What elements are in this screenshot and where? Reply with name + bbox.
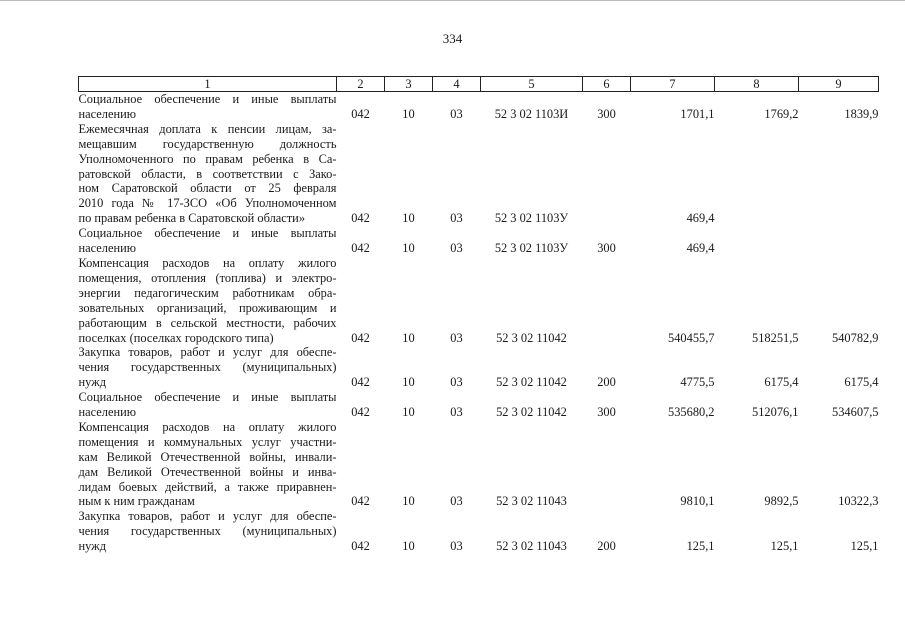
- target-article-code: 52 3 02 11042: [496, 330, 567, 345]
- description-line: Социальное обеспечение и иные выплаты: [78, 92, 337, 106]
- section-code: 10: [402, 106, 415, 121]
- column-header: 6: [583, 77, 631, 92]
- subsection-code: 03: [450, 241, 463, 256]
- section-code: 10: [402, 539, 415, 554]
- description-line: Закупка товаров, работ и услуг для обеспе-: [78, 345, 337, 360]
- expense-type-code: 300: [597, 405, 616, 420]
- row-description: [79, 226, 337, 256]
- amount-year-3: [799, 122, 879, 226]
- description-line: помещения и коммунальных услуг участни-: [78, 434, 337, 449]
- description-line: мещавшим государственную должность: [78, 136, 337, 151]
- table-row: [79, 256, 879, 345]
- column-header: 2: [337, 77, 385, 92]
- section-code: 10: [402, 494, 415, 509]
- ministry-code: 042: [351, 375, 370, 390]
- table-header-row: [79, 77, 879, 92]
- amount-year-3: 6175,4: [844, 375, 879, 390]
- description-line: энергии педагогическим работникам обра-: [78, 285, 337, 300]
- amount-year-1: 469,4: [686, 241, 715, 256]
- row-description: [79, 92, 337, 122]
- ministry-code: 042: [351, 330, 370, 345]
- table-body: [79, 92, 879, 555]
- column-header: 1: [79, 77, 337, 92]
- amount-year-3: 540782,9: [832, 330, 879, 345]
- description-line: чения государственных (муниципальных): [78, 524, 337, 539]
- target-article-code: 52 3 02 11042: [496, 375, 567, 390]
- expense-type-code: [583, 122, 631, 226]
- section-code: 10: [402, 211, 415, 226]
- ministry-code: 042: [351, 405, 370, 420]
- subsection-code: 03: [450, 539, 463, 554]
- row-description: [79, 420, 337, 509]
- column-header: 8: [715, 77, 799, 92]
- amount-year-1: 125,1: [686, 539, 715, 554]
- table-row: [79, 509, 879, 554]
- amount-year-2: [715, 226, 799, 256]
- expense-type-code: [583, 420, 631, 509]
- description-line: лидам боевых действий, а также приравнен-: [78, 479, 337, 494]
- ministry-code: 042: [351, 539, 370, 554]
- target-article-code: 52 3 02 11043: [496, 494, 567, 509]
- description-line: Социальное обеспечение и иные выплаты: [78, 226, 337, 241]
- description-line: Компенсация расходов на оплату жилого: [78, 255, 337, 270]
- table-row: [79, 345, 879, 390]
- amount-year-1: 4775,5: [680, 375, 715, 390]
- budget-table: [78, 76, 879, 554]
- column-header: 3: [385, 77, 433, 92]
- subsection-code: 03: [450, 330, 463, 345]
- description-line: нужд: [78, 375, 107, 390]
- column-header: 7: [631, 77, 715, 92]
- ministry-code: 042: [351, 241, 370, 256]
- section-code: 10: [402, 375, 415, 390]
- table-row: [79, 122, 879, 226]
- subsection-code: 03: [450, 494, 463, 509]
- target-article-code: 52 3 02 11043: [496, 539, 567, 554]
- description-line: ным к ним гражданам: [78, 494, 195, 509]
- description-line: Социальное обеспечение и иные выплаты: [78, 390, 337, 405]
- table-row: [79, 390, 879, 420]
- amount-year-1: 469,4: [686, 211, 715, 226]
- description-line: поселках (поселках городского типа): [78, 330, 274, 345]
- row-description: [79, 509, 337, 554]
- description-line: населению: [78, 405, 136, 420]
- row-description: [79, 122, 337, 226]
- description-line: дам Великой Отечественной войны и инва-: [78, 464, 337, 479]
- amount-year-1: 1701,1: [680, 106, 715, 121]
- description-line: зовательных организаций, проживающим и: [78, 300, 337, 315]
- description-line: населению: [78, 241, 136, 256]
- subsection-code: 03: [450, 405, 463, 420]
- description-line: нужд: [78, 539, 107, 554]
- section-code: 10: [402, 330, 415, 345]
- amount-year-3: 1839,9: [844, 106, 879, 121]
- amount-year-2: [715, 122, 799, 226]
- row-description: [79, 345, 337, 390]
- page-number: 334: [442, 31, 463, 46]
- amount-year-1: 540455,7: [668, 330, 715, 345]
- ministry-code: 042: [351, 211, 370, 226]
- amount-year-3: 534607,5: [832, 405, 879, 420]
- target-article-code: 52 3 02 1103У: [494, 211, 569, 226]
- amount-year-1: 9810,1: [680, 494, 715, 509]
- description-line: по правам ребенка в Саратовской области»: [78, 211, 306, 226]
- description-line: Ежемесячная доплата к пенсии лицам, за-: [78, 121, 337, 136]
- section-code: 10: [402, 405, 415, 420]
- description-line: Уполномоченного по правам ребенка в Са-: [78, 151, 337, 166]
- amount-year-2: 6175,4: [764, 375, 799, 390]
- expense-type-code: 300: [597, 241, 616, 256]
- amount-year-3: 10322,3: [838, 494, 879, 509]
- column-header: 4: [433, 77, 481, 92]
- description-line: населению: [78, 106, 136, 121]
- amount-year-2: 518251,5: [752, 330, 799, 345]
- target-article-code: 52 3 02 11042: [496, 405, 567, 420]
- column-header: 9: [799, 77, 879, 92]
- description-line: кам Великой Отечественной войны, инвали-: [78, 449, 337, 464]
- amount-year-3: 125,1: [850, 539, 879, 554]
- expense-type-code: 300: [597, 106, 616, 121]
- description-line: работающим в сельской местности, рабочих: [78, 315, 337, 330]
- column-header: 5: [481, 77, 583, 92]
- subsection-code: 03: [450, 106, 463, 121]
- description-line: помещения, отопления (топлива) и электро-: [78, 270, 337, 285]
- ministry-code: 042: [351, 106, 370, 121]
- description-line: ном Саратовской области от 25 февраля: [78, 181, 337, 196]
- section-code: 10: [402, 241, 415, 256]
- description-line: ратовской области, в соответствии с Зако-: [78, 166, 337, 181]
- amount-year-2: 125,1: [770, 539, 799, 554]
- amount-year-2: 1769,2: [764, 106, 799, 121]
- expense-type-code: 200: [597, 375, 616, 390]
- expense-type-code: 200: [597, 539, 616, 554]
- description-line: Компенсация расходов на оплату жилого: [78, 419, 337, 434]
- amount-year-2: 512076,1: [752, 405, 799, 420]
- target-article-code: 52 3 02 1103И: [494, 106, 569, 121]
- amount-year-1: 535680,2: [668, 405, 715, 420]
- subsection-code: 03: [450, 211, 463, 226]
- row-description: [79, 256, 337, 345]
- table-row: [79, 92, 879, 122]
- description-line: чения государственных (муниципальных): [78, 360, 337, 375]
- expense-type-code: [583, 256, 631, 345]
- amount-year-2: 9892,5: [764, 494, 799, 509]
- subsection-code: 03: [450, 375, 463, 390]
- ministry-code: 042: [351, 494, 370, 509]
- description-line: 2010 года № 17-ЗСО «Об Уполномоченном: [78, 196, 337, 211]
- table-row: [79, 226, 879, 256]
- amount-year-3: [799, 226, 879, 256]
- table-row: [79, 420, 879, 509]
- description-line: Закупка товаров, работ и услуг для обеспе-: [78, 509, 337, 524]
- page-top-border: [0, 0, 905, 1]
- row-description: [79, 390, 337, 420]
- target-article-code: 52 3 02 1103У: [494, 241, 569, 256]
